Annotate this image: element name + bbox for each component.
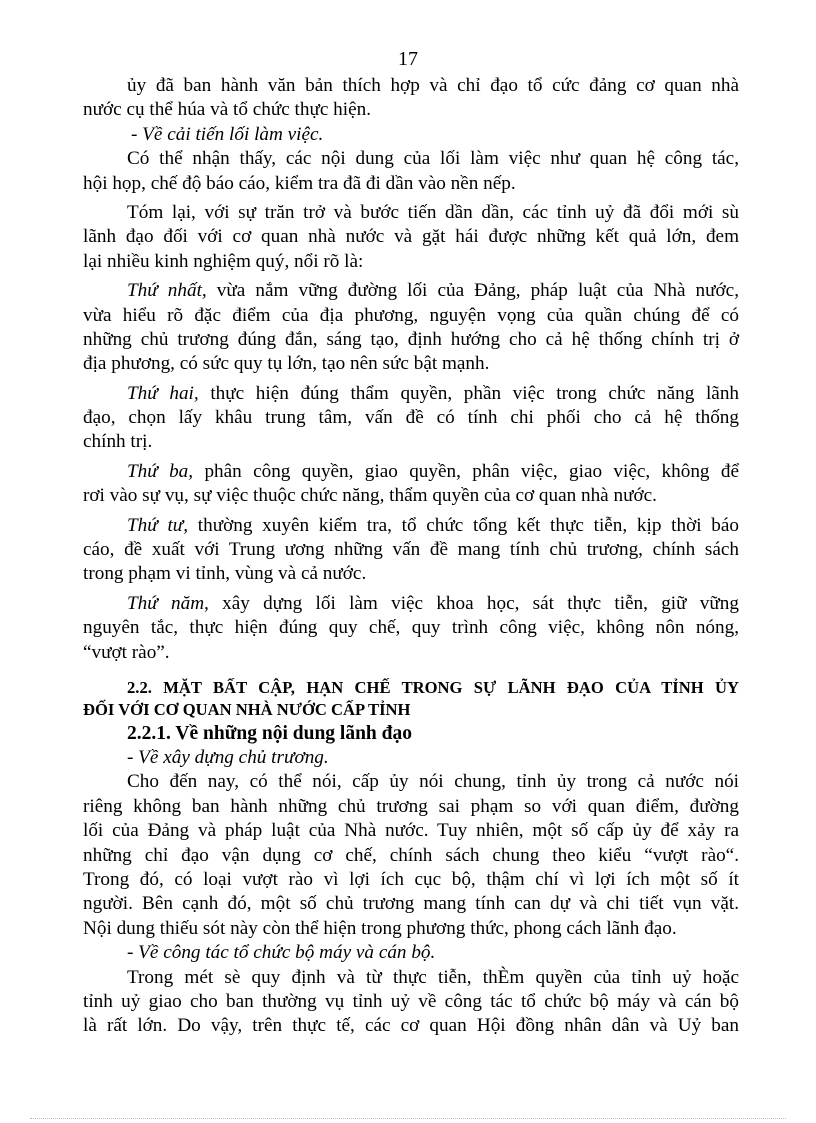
text-line: địa phương, có sức quy tụ lớn, tạo nên sức bật mạnh. — [83, 353, 490, 375]
text-line: “vượt rào”. — [83, 641, 170, 663]
lead-term: Thứ ba, — [127, 460, 194, 482]
section-heading-chu-truong: - Về xây dựng chủ trương. — [127, 746, 329, 768]
text-line: Có thể nhận thấy, các nội dung của lối làm việc như quan hệ công tác, — [127, 148, 739, 170]
text-line: nguyên tắc, thực hiện đúng quy chế, quy trình công việc, không nôn nóng, — [83, 617, 739, 639]
text-line: vừa hiểu rõ đặc điểm của địa phương, nguyện vọng của quần chúng để có — [83, 304, 739, 326]
document-body — [83, 74, 739, 1039]
text-line: hội họp, chế độ báo cáo, kiểm tra đã đi dần vào nền nếp. — [83, 172, 516, 194]
section-heading-to-chuc: - Về công tác tổ chức bộ máy và cán bộ. — [127, 942, 436, 964]
text-line: đạo, chọn lấy khâu trung tâm, vấn đề có tính chi phối cho cả hệ thống — [83, 407, 739, 429]
paragraph-thu-hai: Thứ hai, thực hiện đúng thẩm quyền, phần việc trong chức năng lãnh — [127, 382, 740, 404]
text-line: rơi vào sự vụ, sự việc thuộc chức năng, thẩm quyền của cơ quan nhà nước. — [83, 485, 657, 507]
text-line: tỉnh uỷ giao cho ban thường vụ tỉnh uỷ về công tác tổ chức bộ máy và cán bộ — [83, 990, 739, 1012]
text-line: trong phạm vi tỉnh, vùng và cả nước. — [83, 563, 367, 585]
section-heading-cai-tien: - Về cải tiến lối làm việc. — [131, 123, 324, 145]
text-line: Trong đó, có loại vượt rào vì lợi ích cục bộ, thậm chí vì lợi ích một số ít — [83, 868, 739, 890]
lead-term: Thứ năm, — [127, 592, 209, 614]
text-line: những chỉ đạo vận dụng cơ chế, chính sách chung theo kiểu “vượt rào“. — [83, 844, 739, 866]
text-line: Trong mét sè quy định và từ thực tiễn, thÈm quyền của tỉnh uỷ hoặc — [127, 966, 739, 988]
text-line: lãnh đạo đối với cơ quan nhà nước và gặt hái được những kết quả lớn, đem — [83, 226, 739, 248]
subsection-heading-2-2-1: 2.2.1. Về những nội dung lãnh đạo — [127, 722, 412, 744]
text-line: cáo, đề xuất với Trung ương những vấn đề mang tính chủ trương, chính sách — [83, 539, 739, 561]
page-number: 17 — [398, 48, 418, 70]
text-line: Tóm lại, với sự trăn trở và bước tiến dần dần, các tỉnh uỷ đã đổi mới sù — [127, 201, 739, 223]
text-line: nước cụ thể húa và tổ chức thực hiện. — [83, 99, 372, 121]
page-bottom-divider — [30, 1118, 786, 1119]
text-line: lối của Đảng và pháp luật của Nhà nước. Tuy nhiên, một số cấp ủy để xảy ra — [83, 820, 739, 842]
lead-term: Thứ hai, — [127, 382, 199, 404]
lead-term: Thứ nhất, — [127, 280, 207, 302]
text-line: là rất lớn. Do vậy, trên thực tế, các cơ quan Hội đồng nhân dân và Uỷ ban — [83, 1015, 739, 1037]
text-line: riêng không ban hành những chủ trương sai phạm so với quan điểm, đường — [83, 795, 739, 817]
text-line: người. Bên cạnh đó, một số chủ trương mang tính can dự và chi tiết vụn vặt. — [83, 893, 739, 915]
paragraph-thu-ba: Thứ ba, phân công quyền, giao quyền, phân việc, giao việc, không để — [127, 460, 739, 482]
text-line: những chủ trương đúng đắn, sáng tạo, định hướng cho cả hệ thống chính trị ở — [83, 328, 739, 350]
section-heading-2-2: 2.2. MẶT BẤT CẬP, HẠN CHẾ TRONG SỰ LÃNH ĐẠO CỦA TỈNH ỦY — [127, 677, 739, 697]
paragraph-thu-nhat: Thứ nhất, vừa nắm vững đường lối của Đảng, pháp luật của Nhà nước, — [127, 280, 739, 302]
text-line: lại nhiều kinh nghiệm quý, nổi rõ là: — [83, 250, 364, 272]
text-line: ủy đã ban hành văn bản thích hợp và chỉ đạo tổ cức đảng cơ quan nhà — [127, 75, 739, 96]
paragraph-thu-tu: Thứ tư, thường xuyên kiểm tra, tổ chức tổng kết thực tiễn, kịp thời báo — [127, 514, 739, 536]
section-heading-2-2-cont: ĐỐI VỚI CƠ QUAN NHÀ NƯỚC CẤP TỈNH — [83, 699, 411, 719]
text-line: chính trị. — [83, 431, 153, 453]
paragraph-thu-nam: Thứ năm, xây dựng lối làm việc khoa học, sát thực tiễn, giữ vững — [127, 592, 739, 614]
text-line: Cho đến nay, có thể nói, cấp ủy nói chung, tỉnh ủy trong cả nước nói — [127, 771, 739, 793]
text-line: Nội dung thiếu sót này còn thể hiện trong phương thức, phong cách lãnh đạo. — [83, 917, 677, 939]
lead-term: Thứ tư, — [127, 514, 189, 536]
